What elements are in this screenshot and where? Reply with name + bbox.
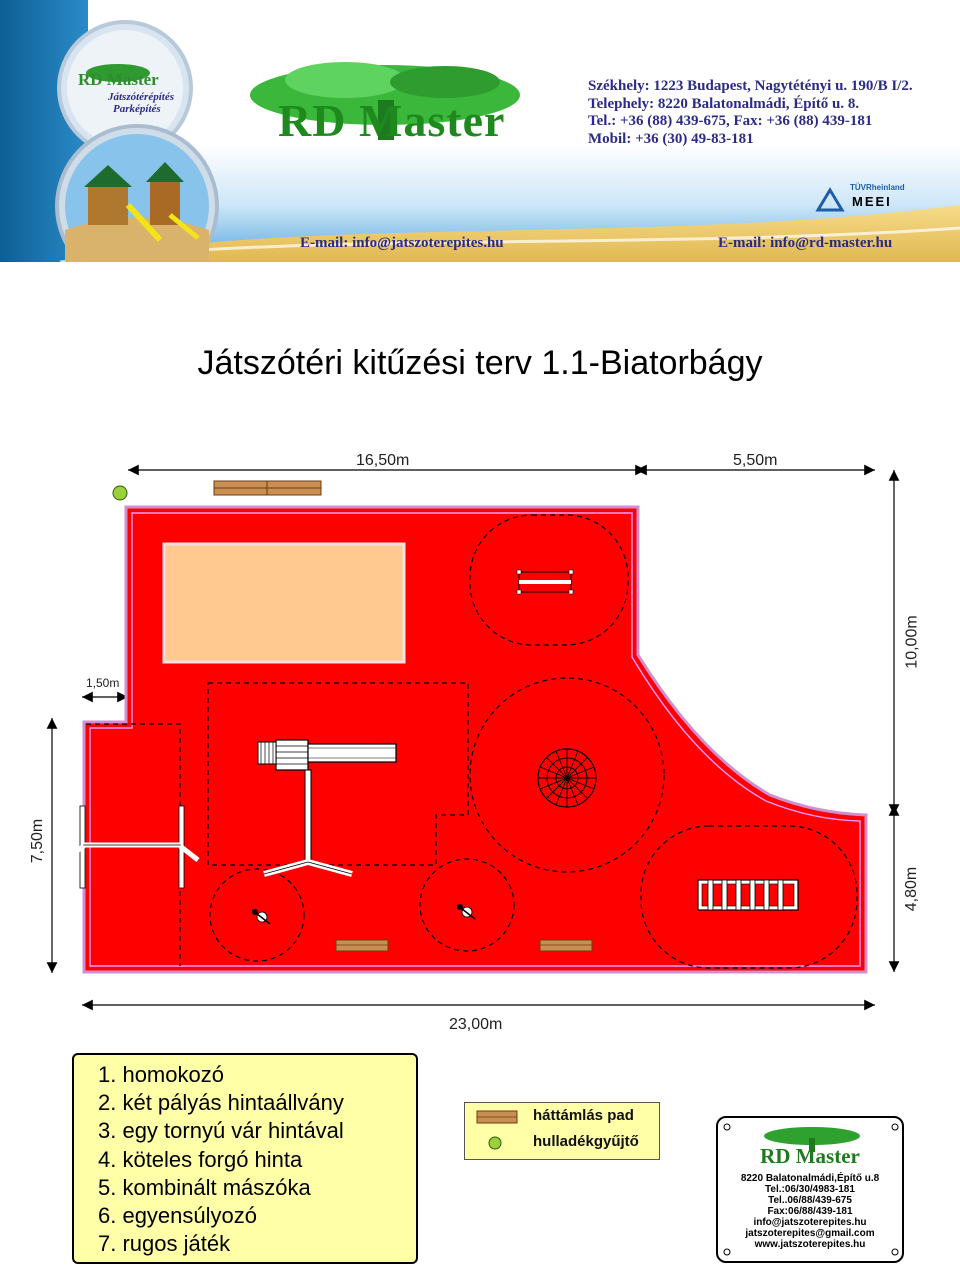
dim-inset: 1,50m — [86, 676, 120, 690]
dim-right-upper: 10,00m — [903, 615, 921, 669]
card-line: www.jatszoterepites.hu — [754, 1239, 866, 1250]
card-line: info@jatszoterepites.hu — [753, 1217, 867, 1228]
badge-brand: RD Master — [78, 70, 159, 89]
card-line: 8220 Balatonalmádi,Építő u.8 — [740, 1173, 880, 1184]
badge-subtitle-2: Parképítés — [113, 103, 161, 115]
dim-top-right: 5,50m — [733, 452, 778, 469]
legend-item: 3. egy tornyú vár hintával — [98, 1118, 344, 1144]
rope-swing-net — [538, 749, 596, 807]
equipment-legend — [72, 1053, 418, 1264]
card-line: Tel..06/88/439-675 — [768, 1195, 852, 1206]
card-brand: RD Master — [760, 1144, 860, 1168]
card-contact-lines — [718, 1173, 902, 1250]
legend-item: 4. köteles forgó hinta — [98, 1146, 303, 1172]
address-line-1: Székhely: 1223 Budapest, Nagytétényi u. 190/B I/2. — [588, 78, 913, 94]
page-title: Játszótéri kitűzési terv 1.1-Biatorbágy — [197, 344, 763, 382]
card-line: jatszoterepites@gmail.com — [745, 1228, 875, 1239]
email-right: E-mail: info@rd-master.hu — [718, 235, 893, 251]
meei-logo: MEEI — [852, 194, 892, 209]
card-line: Tel.:06/30/4983-181 — [765, 1184, 855, 1195]
legend-item: 5. kombinált mászóka — [98, 1174, 311, 1200]
legend-item: 1. homokozó — [98, 1062, 224, 1087]
sandbox — [164, 544, 404, 662]
dim-left: 7,50m — [29, 818, 47, 864]
company-card — [716, 1116, 904, 1263]
symbol-bin-label: hulladékgyűjtő — [533, 1133, 639, 1150]
symbol-legend — [464, 1102, 660, 1160]
bench-1 — [336, 940, 388, 951]
bench-2 — [540, 940, 592, 951]
waste-bin — [113, 486, 127, 500]
card-line: Fax:06/88/439-181 — [767, 1206, 853, 1217]
bin-icon — [489, 1137, 501, 1149]
legend-item: 2. két pályás hintaállvány — [98, 1090, 344, 1116]
brand-logo-text: RD Master — [278, 95, 506, 146]
legend-item: 6. egyensúlyozó — [98, 1203, 257, 1229]
address-line-3: Tel.: +36 (88) 439-675, Fax: +36 (88) 439-181 — [588, 113, 873, 129]
combined-climber — [698, 880, 798, 910]
symbol-bench-label: háttámlás pad — [533, 1107, 634, 1124]
dim-right-lower: 4,80m — [903, 866, 921, 912]
tuv-brand: TÜVRheinland — [850, 183, 905, 192]
address-line-2: Telephely: 8220 Balatonalmádi, Építő u. 8. — [588, 95, 860, 112]
legend-item: 7. rugos játék — [98, 1231, 231, 1257]
badge-subtitle-1: Játszótérépítés — [108, 91, 174, 103]
dim-bottom: 23,00m — [449, 1016, 503, 1033]
dim-top-left: 16,50m — [356, 452, 410, 469]
email-left: E-mail: info@jatszoterepites.hu — [300, 235, 504, 251]
bench-top — [214, 481, 321, 495]
address-line-4: Mobil: +36 (30) 49-83-181 — [588, 130, 754, 147]
